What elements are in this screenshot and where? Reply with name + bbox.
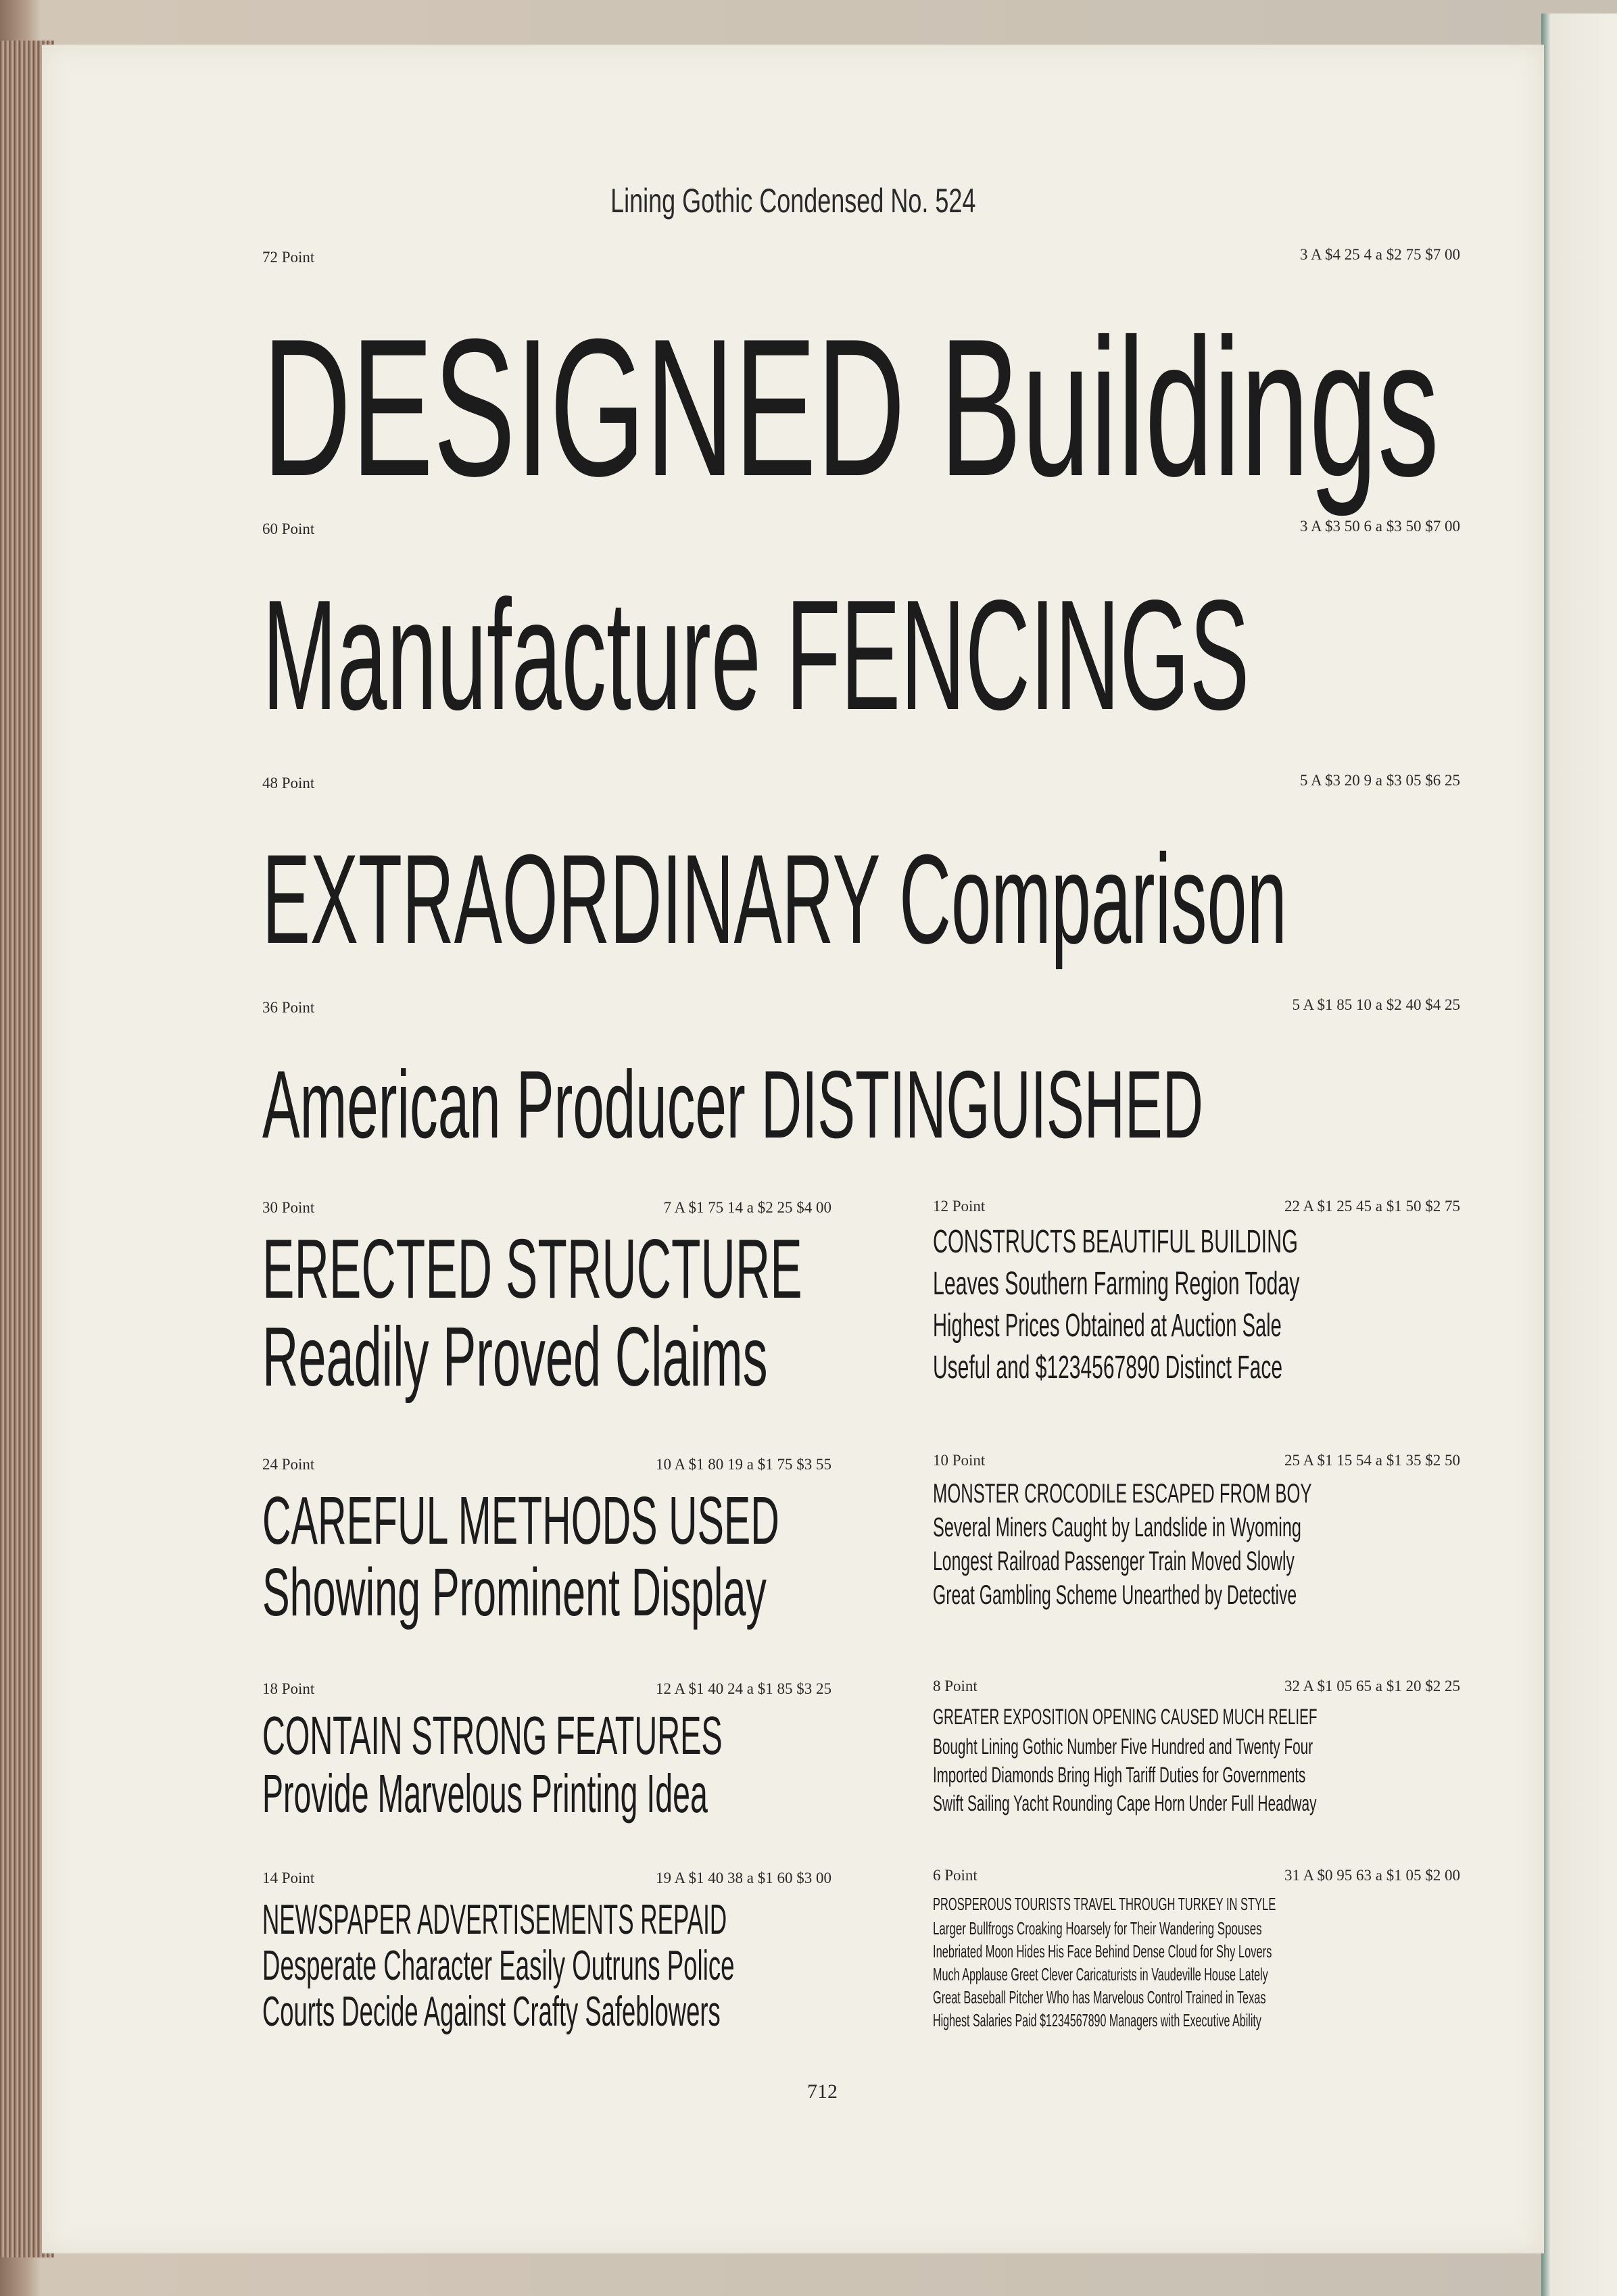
right-line-6-5-wrap <box>933 1988 1463 2007</box>
left-line-24-2: Showing Prominent Display <box>262 1555 767 1630</box>
specimen-sample-48: EXTRAORDINARY Comparison <box>262 828 1287 970</box>
right-line-8-4: Swift Sailing Yacht Rounding Cape Horn Under Full Headway <box>933 1791 1317 1815</box>
specimen-sample-36-wrap <box>262 1051 1617 1158</box>
right-price-6: 31 A $0 95 63 a $1 05 $2 00 <box>1284 1867 1460 1884</box>
right-line-10-2-wrap <box>933 1514 1516 1541</box>
specimen-sample-60-wrap <box>262 568 1617 743</box>
right-line-10-4-wrap <box>933 1582 1520 1609</box>
specimen-price-60: 3 A $3 50 6 a $3 50 $7 00 <box>1299 518 1460 535</box>
page-title-wrap <box>42 181 1544 220</box>
left-line-14-3-wrap <box>262 1988 1042 2035</box>
specimen-sample-36: American Producer DISTINGUISHED <box>262 1051 1203 1158</box>
right-line-10-2: Several Miners Caught by Landslide in Wyoming <box>933 1513 1301 1542</box>
left-line-18-1-wrap <box>262 1705 1048 1765</box>
specimen-sample-60: Manufacture FENCINGS <box>262 568 1250 743</box>
left-size-30: 30 Point <box>262 1199 315 1216</box>
right-line-12-2: Leaves Southern Farming Region Today <box>933 1266 1300 1302</box>
left-line-30-2: Readily Proved Claims <box>262 1311 768 1404</box>
right-price-10: 25 A $1 15 54 a $1 35 $2 50 <box>1284 1452 1460 1469</box>
right-line-6-4-wrap <box>933 1965 1471 1984</box>
left-line-18-1: CONTAIN STRONG FEATURES <box>262 1705 723 1765</box>
specimen-price-72: 3 A $4 25 4 a $2 75 $7 00 <box>1299 246 1460 263</box>
left-size-24: 24 Point <box>262 1456 315 1473</box>
left-line-14-2: Desperate Character Easily Outruns Police <box>262 1943 735 1989</box>
left-price-14: 19 A $1 40 38 a $1 60 $3 00 <box>655 1870 831 1886</box>
right-line-12-4: Useful and $1234567890 Distinct Face <box>933 1350 1283 1386</box>
right-line-6-1: PROSPEROUS TOURISTS TRAVEL THROUGH TURKEY IN STYLE <box>933 1894 1276 1914</box>
right-line-12-3: Highest Prices Obtained at Auction Sale <box>933 1308 1282 1344</box>
specimen-page <box>42 45 1544 2253</box>
left-line-30-1: ERECTED STRUCTURE <box>262 1223 802 1316</box>
right-line-8-3: Imported Diamonds Bring High Tariff Duties for Governments <box>933 1763 1306 1787</box>
specimen-size-60: 60 Point <box>262 520 315 537</box>
left-size-18: 18 Point <box>262 1680 315 1697</box>
right-line-8-2-wrap <box>933 1736 1519 1757</box>
specimen-size-36: 36 Point <box>262 999 315 1016</box>
specimen-sample-48-wrap <box>262 828 1617 970</box>
page-number: 712 <box>807 2080 838 2103</box>
right-line-6-3: Inebriated Moon Hides His Face Behind Dense Cloud for Shy Lovers <box>933 1941 1272 1961</box>
right-line-8-1-wrap <box>933 1706 1528 1728</box>
right-line-8-4-wrap <box>933 1792 1521 1814</box>
page-title: Lining Gothic Condensed No. 524 <box>610 182 976 220</box>
right-line-12-1-wrap <box>933 1226 1507 1259</box>
left-size-14: 14 Point <box>262 1870 315 1886</box>
right-price-8: 32 A $1 05 65 a $1 20 $2 25 <box>1284 1678 1460 1694</box>
right-line-12-1: CONSTRUCTS BEAUTIFUL BUILDING <box>933 1224 1298 1260</box>
right-size-8: 8 Point <box>933 1678 978 1694</box>
specimen-price-36: 5 A $1 85 10 a $2 40 $4 25 <box>1292 996 1460 1013</box>
left-price-18: 12 A $1 40 24 a $1 85 $3 25 <box>655 1680 831 1697</box>
specimen-price-48: 5 A $3 20 9 a $3 05 $6 25 <box>1299 772 1460 789</box>
right-line-8-2: Bought Lining Gothic Number Five Hundred and Twenty Four <box>933 1734 1313 1759</box>
right-line-10-1-wrap <box>933 1480 1525 1507</box>
right-price-12: 22 A $1 25 45 a $1 50 $2 75 <box>1284 1198 1460 1215</box>
right-line-8-1: GREATER EXPOSITION OPENING CAUSED MUCH RELIEF <box>933 1705 1318 1729</box>
left-price-24: 10 A $1 80 19 a $1 75 $3 55 <box>655 1456 831 1473</box>
left-line-14-3: Courts Decide Against Crafty Safeblowers <box>262 1988 721 2035</box>
right-size-10: 10 Point <box>933 1452 986 1469</box>
right-line-10-3: Longest Railroad Passenger Train Moved Slowly <box>933 1546 1295 1576</box>
right-line-6-3-wrap <box>933 1943 1468 1961</box>
right-line-10-4: Great Gambling Scheme Unearthed by Detective <box>933 1580 1297 1610</box>
right-line-6-6: Highest Salaries Paid $1234567890 Managers with Executive Ability <box>933 2010 1261 2030</box>
right-line-6-5: Great Baseball Pitcher Who has Marvelous Control Trained in Texas <box>933 1987 1266 2007</box>
right-line-8-3-wrap <box>933 1764 1515 1786</box>
right-line-12-2-wrap <box>933 1268 1513 1300</box>
right-line-10-1: MONSTER CROCODILE ESCAPED FROM BOY <box>933 1479 1312 1509</box>
right-line-6-1-wrap <box>933 1895 1473 1913</box>
right-line-6-2: Larger Bullfrogs Croaking Hoarsely for Their Wandering Spouses <box>933 1918 1262 1938</box>
specimen-sample-72-wrap <box>262 298 1617 517</box>
left-line-14-1: NEWSPAPER ADVERTISEMENTS REPAID <box>262 1897 727 1943</box>
right-size-12: 12 Point <box>933 1198 986 1215</box>
left-line-18-2: Provide Marvelous Printing Idea <box>262 1763 708 1824</box>
specimen-sample-72: DESIGNED Buildings <box>262 298 1439 517</box>
left-price-30: 7 A $1 75 14 a $2 25 $4 00 <box>663 1199 831 1216</box>
right-line-12-4-wrap <box>933 1352 1492 1384</box>
left-line-18-2-wrap <box>262 1763 1029 1824</box>
left-line-24-1: CAREFUL METHODS USED <box>262 1483 779 1559</box>
specimen-size-48: 48 Point <box>262 775 315 791</box>
right-line-12-3-wrap <box>933 1310 1508 1342</box>
right-line-6-4: Much Applause Greet Clever Caricaturists in Vaudeville House Lately <box>933 1964 1268 1984</box>
right-line-6-6-wrap <box>933 2011 1464 2030</box>
right-line-6-2-wrap <box>933 1920 1439 1938</box>
right-line-10-3-wrap <box>933 1548 1516 1575</box>
right-size-6: 6 Point <box>933 1867 978 1884</box>
specimen-size-72: 72 Point <box>262 249 315 266</box>
